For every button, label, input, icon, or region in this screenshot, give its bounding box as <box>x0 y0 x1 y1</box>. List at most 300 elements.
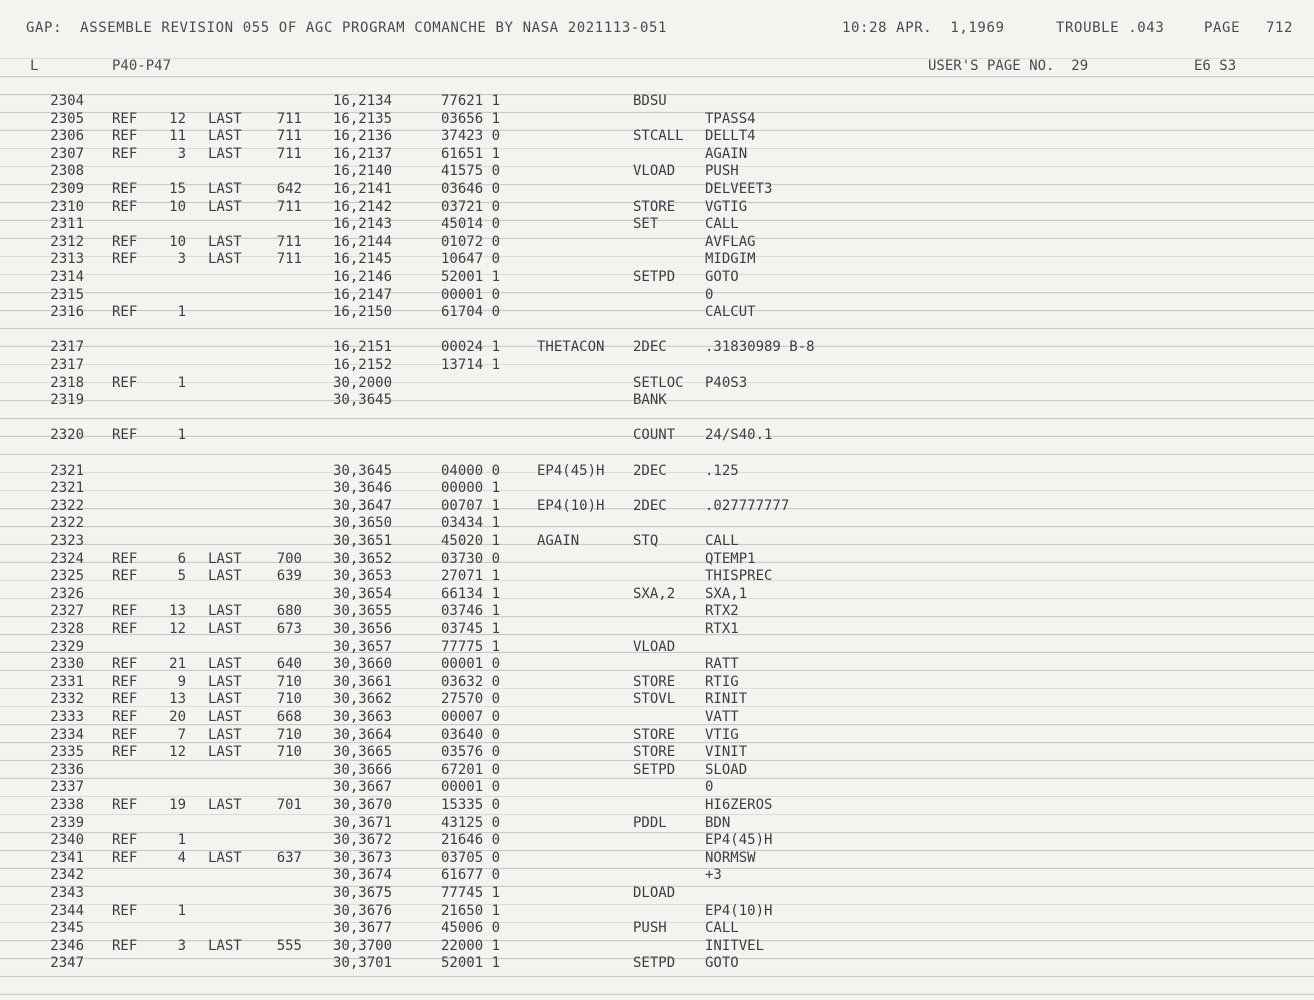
octal-word: 00001 0 <box>441 779 501 796</box>
ref-count: 5 <box>177 568 186 585</box>
address: 30,3656 <box>333 621 393 637</box>
opcode: 2DEC <box>633 462 667 479</box>
operand: VGTIG <box>705 198 748 215</box>
operand: NORMSW <box>705 849 756 866</box>
address: 16,2134 <box>333 93 393 109</box>
octal-word: 00001 0 <box>441 286 501 303</box>
line-number: 2312 <box>50 233 84 250</box>
line-number: 2317 <box>50 357 84 373</box>
ref-tag: REF <box>112 233 138 250</box>
opcode: STOVL <box>633 691 676 708</box>
line-number: 2341 <box>50 849 84 866</box>
line-number: 2322 <box>50 497 84 514</box>
ref-tag: REF <box>112 709 138 725</box>
ref-count: 7 <box>177 726 186 743</box>
last-page: 711 <box>276 110 302 127</box>
address: 30,3652 <box>333 550 393 567</box>
line-number: 2327 <box>50 603 84 620</box>
line-number: 2339 <box>50 814 84 831</box>
ref-count: 4 <box>177 849 186 866</box>
operand: DELVEET3 <box>705 181 773 197</box>
address: 30,3670 <box>333 797 393 813</box>
ref-tag: REF <box>112 374 138 391</box>
listing-row <box>0 585 1314 603</box>
octal-word: 03656 1 <box>441 110 501 127</box>
listing-row <box>0 356 1314 374</box>
address: 30,3645 <box>333 462 393 479</box>
listing-row <box>0 145 1314 163</box>
octal-word: 21650 1 <box>441 902 501 919</box>
line-number: 2326 <box>50 585 84 602</box>
octal-word: 00024 1 <box>441 339 501 356</box>
address: 30,3663 <box>333 709 393 725</box>
address: 30,3645 <box>333 392 393 409</box>
ref-tag: REF <box>112 181 138 197</box>
opcode: SXA,2 <box>633 585 676 602</box>
trouble-count: TROUBLE .043 <box>1056 20 1165 36</box>
ref-count: 1 <box>177 374 186 391</box>
opcode: STORE <box>633 198 676 215</box>
octal-word: 00007 0 <box>441 709 501 725</box>
octal-word: 52001 1 <box>441 955 501 972</box>
ref-count: 20 <box>169 709 186 725</box>
line-number: 2325 <box>50 568 84 585</box>
octal-word: 77775 1 <box>441 638 501 655</box>
line-number: 2321 <box>50 480 84 497</box>
address: 16,2140 <box>333 163 393 180</box>
ref-count: 10 <box>169 233 186 250</box>
operand: VTIG <box>705 726 739 743</box>
line-number: 2316 <box>50 304 84 321</box>
listing-row <box>0 462 1314 480</box>
ref-count: 19 <box>169 797 186 813</box>
operand: PUSH <box>705 163 739 180</box>
listing-row <box>0 250 1314 268</box>
listing-row <box>0 902 1314 920</box>
listing-row <box>0 514 1314 532</box>
octal-word: 27071 1 <box>441 568 501 585</box>
listing-row <box>0 849 1314 867</box>
octal-word: 41575 0 <box>441 163 501 180</box>
address: 16,2146 <box>333 269 393 285</box>
octal-word: 03721 0 <box>441 198 501 215</box>
users-page-number: USER'S PAGE NO. 29 <box>928 58 1089 74</box>
octal-word: 13714 1 <box>441 357 501 373</box>
operand: RTX2 <box>705 603 739 620</box>
last-page: 711 <box>276 145 302 162</box>
octal-word: 61677 0 <box>441 867 501 884</box>
listing-row <box>0 550 1314 568</box>
operand: BDN <box>705 814 731 831</box>
last-page: 668 <box>276 709 302 725</box>
opcode: VLOAD <box>633 638 676 655</box>
octal-word: 52001 1 <box>441 269 501 285</box>
line-number: 2331 <box>50 673 84 690</box>
opcode: COUNT <box>633 427 676 444</box>
ref-tag: REF <box>112 744 138 761</box>
line-number: 2328 <box>50 621 84 637</box>
listing-row <box>0 726 1314 744</box>
last-page: 701 <box>276 797 302 813</box>
listing-row <box>0 743 1314 761</box>
operand: SLOAD <box>705 761 748 778</box>
octal-word: 03434 1 <box>441 515 501 532</box>
line-number: 2310 <box>50 198 84 215</box>
operand: RINIT <box>705 691 748 708</box>
address: 30,3653 <box>333 568 393 585</box>
ref-tag: REF <box>112 726 138 743</box>
opcode: STORE <box>633 726 676 743</box>
symbol-label: THETACON <box>537 339 605 356</box>
line-number: 2307 <box>50 145 84 162</box>
ref-count: 1 <box>177 427 186 444</box>
ref-count: 1 <box>177 832 186 849</box>
operand: THISPREC <box>705 568 773 585</box>
line-number: 2324 <box>50 550 84 567</box>
listing-row <box>0 162 1314 180</box>
listing-row <box>0 602 1314 620</box>
line-number: 2329 <box>50 638 84 655</box>
octal-word: 66134 1 <box>441 585 501 602</box>
opcode: STORE <box>633 744 676 761</box>
address: 16,2142 <box>333 198 393 215</box>
ref-tag: REF <box>112 849 138 866</box>
ref-tag: REF <box>112 603 138 620</box>
operand: QTEMP1 <box>705 550 756 567</box>
address: 16,2150 <box>333 304 393 321</box>
ref-count: 1 <box>177 902 186 919</box>
listing-row <box>0 919 1314 937</box>
line-number: 2332 <box>50 691 84 708</box>
line-number: 2343 <box>50 885 84 901</box>
operand: VATT <box>705 709 739 725</box>
ref-count: 12 <box>169 621 186 637</box>
address: 30,3673 <box>333 849 393 866</box>
address: 16,2152 <box>333 357 393 373</box>
last-page: 642 <box>276 181 302 197</box>
address: 30,3662 <box>333 691 393 708</box>
octal-word: 61651 1 <box>441 145 501 162</box>
ref-tag: REF <box>112 656 138 673</box>
operand: HI6ZEROS <box>705 797 773 813</box>
address: 16,2141 <box>333 181 393 197</box>
listing-row <box>0 180 1314 198</box>
ref-count: 3 <box>177 251 186 268</box>
listing-row <box>0 92 1314 110</box>
line-number: 2305 <box>50 110 84 127</box>
opcode: PUSH <box>633 920 667 937</box>
line-number: 2347 <box>50 955 84 972</box>
operand: MIDGIM <box>705 251 756 268</box>
opcode: STCALL <box>633 128 684 145</box>
last-tag: LAST <box>208 673 242 690</box>
operand: VINIT <box>705 744 748 761</box>
octal-word: 03730 0 <box>441 550 501 567</box>
line-number: 2333 <box>50 709 84 725</box>
listing-row <box>0 690 1314 708</box>
line-number: 2322 <box>50 515 84 532</box>
assembly-title: GAP: ASSEMBLE REVISION 055 OF AGC PROGRAM COMANCHE BY NASA 2021113-051 <box>26 20 668 36</box>
opcode: 2DEC <box>633 497 667 514</box>
octal-word: 77621 1 <box>441 93 501 109</box>
line-number: 2342 <box>50 867 84 884</box>
address: 30,3657 <box>333 638 393 655</box>
operand: EP4(10)H <box>705 902 773 919</box>
ref-count: 9 <box>177 673 186 690</box>
operand: .125 <box>705 462 739 479</box>
line-number: 2314 <box>50 269 84 285</box>
last-page: 700 <box>276 550 302 567</box>
listing-row <box>0 497 1314 515</box>
ref-count: 21 <box>169 656 186 673</box>
operand: DELLT4 <box>705 128 756 145</box>
last-tag: LAST <box>208 181 242 197</box>
address: 30,3646 <box>333 480 393 497</box>
address: 30,3667 <box>333 779 393 796</box>
ref-tag: REF <box>112 937 138 954</box>
octal-word: 45006 0 <box>441 920 501 937</box>
ref-tag: REF <box>112 568 138 585</box>
ref-tag: REF <box>112 832 138 849</box>
operand: CALCUT <box>705 304 756 321</box>
last-tag: LAST <box>208 797 242 813</box>
address: 30,3666 <box>333 761 393 778</box>
line-number: 2309 <box>50 181 84 197</box>
last-tag: LAST <box>208 251 242 268</box>
symbol-label: AGAIN <box>537 533 580 549</box>
operand: RTX1 <box>705 621 739 637</box>
opcode: SETPD <box>633 761 676 778</box>
opcode: STORE <box>633 673 676 690</box>
address: 30,3672 <box>333 832 393 849</box>
ref-count: 1 <box>177 304 186 321</box>
octal-word: 04000 0 <box>441 462 501 479</box>
line-number: 2336 <box>50 761 84 778</box>
octal-word: 45020 1 <box>441 533 501 549</box>
ref-tag: REF <box>112 797 138 813</box>
listing-row <box>0 479 1314 497</box>
line-number: 2317 <box>50 339 84 356</box>
last-tag: LAST <box>208 550 242 567</box>
octal-word: 67201 0 <box>441 761 501 778</box>
operand: CALL <box>705 533 739 549</box>
octal-word: 00707 1 <box>441 497 501 514</box>
line-number: 2335 <box>50 744 84 761</box>
last-page: 710 <box>276 726 302 743</box>
address: 16,2147 <box>333 286 393 303</box>
address: 30,3660 <box>333 656 393 673</box>
octal-word: 77745 1 <box>441 885 501 901</box>
listing-row <box>0 866 1314 884</box>
ref-count: 11 <box>169 128 186 145</box>
listing-row <box>0 321 1314 339</box>
listing-row <box>0 638 1314 656</box>
address: 16,2144 <box>333 233 393 250</box>
line-number: 2315 <box>50 286 84 303</box>
operand: INITVEL <box>705 937 765 954</box>
octal-word: 43125 0 <box>441 814 501 831</box>
ref-tag: REF <box>112 550 138 567</box>
octal-word: 61704 0 <box>441 304 501 321</box>
listing-row <box>0 954 1314 972</box>
line-number: 2330 <box>50 656 84 673</box>
ref-count: 3 <box>177 145 186 162</box>
octal-word: 10647 0 <box>441 251 501 268</box>
listing-row <box>0 286 1314 304</box>
ref-tag: REF <box>112 110 138 127</box>
last-tag: LAST <box>208 145 242 162</box>
listing-row <box>0 761 1314 779</box>
line-number: 2338 <box>50 797 84 813</box>
line-number: 2318 <box>50 374 84 391</box>
octal-word: 03646 0 <box>441 181 501 197</box>
last-tag: LAST <box>208 726 242 743</box>
last-page: 637 <box>276 849 302 866</box>
line-number: 2345 <box>50 920 84 937</box>
last-tag: LAST <box>208 849 242 866</box>
octal-word: 37423 0 <box>441 128 501 145</box>
assembly-datetime: 10:28 APR. 1,1969 <box>842 20 1005 36</box>
address: 30,3676 <box>333 902 393 919</box>
opcode: SET <box>633 216 659 233</box>
last-page: 710 <box>276 673 302 690</box>
address: 30,3651 <box>333 533 393 549</box>
last-tag: LAST <box>208 110 242 127</box>
last-tag: LAST <box>208 603 242 620</box>
octal-word: 03746 1 <box>441 603 501 620</box>
operand: AGAIN <box>705 145 748 162</box>
ref-count: 6 <box>177 550 186 567</box>
listing-row <box>0 198 1314 216</box>
octal-word: 00000 1 <box>441 480 501 497</box>
ref-tag: REF <box>112 145 138 162</box>
listing-row <box>0 268 1314 286</box>
listing-row <box>0 391 1314 409</box>
line-number: 2319 <box>50 392 84 409</box>
operand: +3 <box>705 867 722 884</box>
operand: 24/S40.1 <box>705 427 773 444</box>
opcode: VLOAD <box>633 163 676 180</box>
last-tag: LAST <box>208 198 242 215</box>
last-page: 639 <box>276 568 302 585</box>
last-page: 710 <box>276 691 302 708</box>
listing-row <box>0 620 1314 638</box>
listing-row <box>0 409 1314 427</box>
last-page: 555 <box>276 937 302 954</box>
listing-row <box>0 673 1314 691</box>
ref-tag: REF <box>112 198 138 215</box>
ref-count: 13 <box>169 691 186 708</box>
listing-row <box>0 374 1314 392</box>
octal-word: 27570 0 <box>441 691 501 708</box>
last-tag: LAST <box>208 128 242 145</box>
address: 16,2136 <box>333 128 393 145</box>
address: 30,3671 <box>333 814 393 831</box>
last-page: 711 <box>276 128 302 145</box>
operand: .027777777 <box>705 497 790 514</box>
last-page: 711 <box>276 233 302 250</box>
address: 16,2135 <box>333 110 393 127</box>
last-page: 710 <box>276 744 302 761</box>
octal-word: 03705 0 <box>441 849 501 866</box>
listing-row <box>0 814 1314 832</box>
opcode: SETLOC <box>633 374 684 391</box>
listing-row <box>0 303 1314 321</box>
last-page: 640 <box>276 656 302 673</box>
last-page: 680 <box>276 603 302 620</box>
opcode: PDDL <box>633 814 667 831</box>
opcode: STQ <box>633 533 659 549</box>
address: 30,2000 <box>333 374 393 391</box>
address: 30,3647 <box>333 497 393 514</box>
octal-word: 00001 0 <box>441 656 501 673</box>
octal-word: 01072 0 <box>441 233 501 250</box>
ref-tag: REF <box>112 902 138 919</box>
listing-row <box>0 567 1314 585</box>
listing-row <box>0 937 1314 955</box>
address: 16,2145 <box>333 251 393 268</box>
octal-word: 22000 1 <box>441 937 501 954</box>
ref-count: 12 <box>169 110 186 127</box>
bank-label: E6 S3 <box>1194 58 1237 74</box>
listing-row <box>0 655 1314 673</box>
operand: TPASS4 <box>705 110 756 127</box>
line-number: 2340 <box>50 832 84 849</box>
listing-mark: L <box>30 58 39 74</box>
listing-row <box>0 110 1314 128</box>
operand: P40S3 <box>705 374 748 391</box>
last-tag: LAST <box>208 709 242 725</box>
address: 30,3675 <box>333 885 393 901</box>
octal-word: 15335 0 <box>441 797 501 813</box>
page-label: PAGE <box>1204 20 1241 36</box>
operand: 0 <box>705 779 714 796</box>
line-number: 2311 <box>50 216 84 233</box>
octal-word: 03745 1 <box>441 621 501 637</box>
address: 16,2151 <box>333 339 393 356</box>
address: 16,2137 <box>333 145 393 162</box>
last-tag: LAST <box>208 233 242 250</box>
last-tag: LAST <box>208 744 242 761</box>
listing-row <box>0 831 1314 849</box>
address: 30,3700 <box>333 937 393 954</box>
operand: AVFLAG <box>705 233 756 250</box>
address: 30,3674 <box>333 867 393 884</box>
address: 30,3665 <box>333 744 393 761</box>
listing-row <box>0 444 1314 462</box>
listing-row <box>0 708 1314 726</box>
last-tag: LAST <box>208 568 242 585</box>
listing-row <box>0 532 1314 550</box>
ref-count: 3 <box>177 937 186 954</box>
listing-row <box>0 233 1314 251</box>
octal-word: 03576 0 <box>441 744 501 761</box>
symbol-label: EP4(45)H <box>537 462 605 479</box>
opcode: DLOAD <box>633 885 676 901</box>
octal-word: 03632 0 <box>441 673 501 690</box>
ref-tag: REF <box>112 128 138 145</box>
octal-word: 03640 0 <box>441 726 501 743</box>
last-page: 711 <box>276 198 302 215</box>
ref-count: 12 <box>169 744 186 761</box>
address: 30,3654 <box>333 585 393 602</box>
address: 30,3650 <box>333 515 393 532</box>
line-number: 2337 <box>50 779 84 796</box>
last-tag: LAST <box>208 691 242 708</box>
address: 30,3655 <box>333 603 393 620</box>
operand: CALL <box>705 920 739 937</box>
line-number: 2321 <box>50 462 84 479</box>
